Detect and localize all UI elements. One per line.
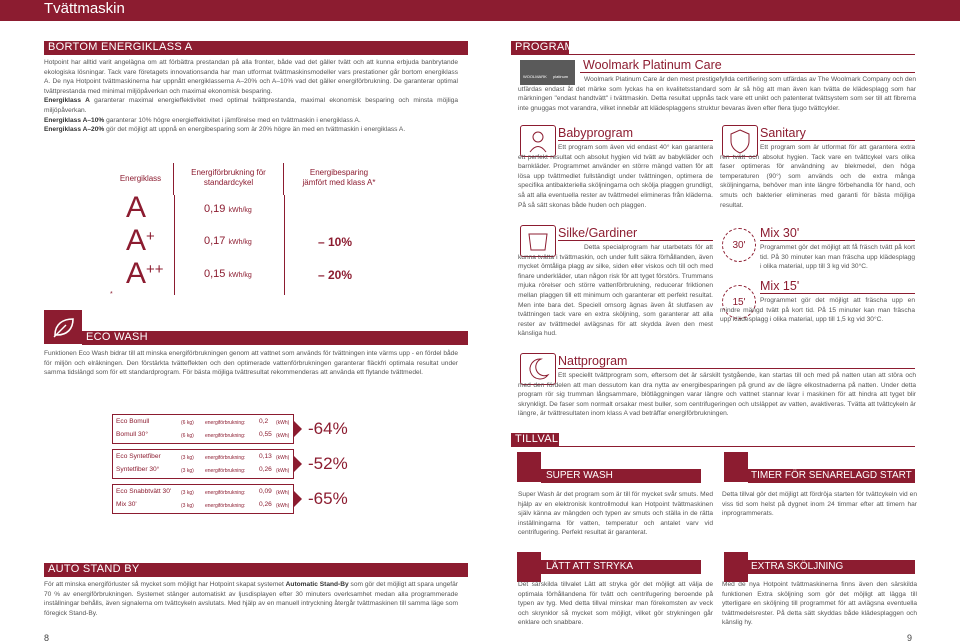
eco-unit: (kWh)	[276, 468, 290, 474]
para-a20-bold: Energiklass A–20%	[44, 126, 105, 134]
mix15-title: Mix 15'	[760, 279, 800, 293]
table-header-saving	[284, 163, 394, 195]
easy-iron-text: Det särskilda tillvalet Lätt att stryka gör det möjligt att välja de optimala förhållandena för tvätt och centrifugering beroende på typen av tyg. Med detta tillval minskar man förekomsten av veck och skrynklor så mycket som möjligt, vilket gör strykningen går enklare och snabbare.	[518, 581, 713, 627]
section-title-tillval: TILLVAL	[511, 433, 559, 446]
super-wash-title: SUPER WASH	[541, 469, 701, 483]
eco-kg: (3 kg)	[181, 455, 194, 461]
arrow-right-icon	[294, 456, 302, 472]
eco-val: 0,55	[259, 431, 272, 438]
eco-name: Syntetfiber 30°	[116, 466, 160, 473]
timer-text: Detta tillval gör det möjligt att fördröja starten för tvättcykeln vid en viss tid som helst på dygnet inom 24 timmar efter att timern har inprogrammerats.	[722, 491, 917, 518]
divider	[580, 72, 915, 73]
woolmark-badge-sub: platinum	[553, 74, 569, 79]
eco-unit: (kWh)	[276, 490, 290, 496]
eco-unit: (kWh)	[276, 420, 290, 426]
timer-15-icon: 15'	[722, 285, 756, 319]
divider	[558, 368, 915, 369]
title-bar	[0, 0, 960, 21]
eco-name: Mix 30'	[116, 501, 137, 508]
timer-title: TIMER FÖR SENARELAGD START	[748, 469, 915, 483]
woolmark-title: Woolmark Platinum Care	[583, 58, 722, 72]
eco-lbl: energiförbrukning:	[205, 490, 246, 496]
page-title: Tvättmaskin	[44, 0, 125, 17]
arrow-right-icon	[294, 491, 302, 507]
section-title-program: PROGRAM	[511, 41, 569, 54]
eco-name: Eco Syntetfiber	[116, 453, 161, 460]
eco-val: 0,09	[259, 488, 272, 495]
eco-box	[112, 484, 294, 514]
eco-val: 0,2	[259, 418, 269, 425]
kwh-a-plusplus: 0,15 kWh/kg	[204, 268, 252, 280]
woolmark-text: Woolmark Platinum Care är den mest prestigefyllda certifiering som utfärdas av The Woolmark Company och den utfärdas endast åt det märke som lyckas ha en kvalitetsstandard som är så hög att man även kan tvätta de klädesplagg som har märkningen "endast handtvätt" i tvättmaskin. Detta resultat uppnås tack vare ett unikt och patenterat tvättsystem som ser till att fibrerna inte gnuggas mot varandra, vilket innebär att klädesplaggens struktur bevaras även efter flera tjugo tvättcykler.	[518, 76, 916, 112]
auto-standby-text: För att minska energiförluster så mycket som möjligt har Hotpoint skapat systemet Automatic Stand-By som gör det möjligt att spara ungefär 70 % av energiförbrukningen. Systemet stänger automatiskt av ljusdisplayen efter 30 minuters overksamhet medan alla programmerade inställningar behålls, även signalerna om tvättcykeln avslutats. Med hjälp av en manuell intryckning återgår tvättmaskinen till samma läge som föregick Stand-By.	[44, 581, 458, 617]
class-a-plus: A+	[126, 224, 155, 257]
night-text: Ett speciellt tvättprogram som, eftersom det är särskilt tystgående, kan startas till och med på natten utan att störa och med den fördelen att man dessutom kan dra nytta av energibesparingen på grund av de lägre elkostnaderna på natten. Under detta program rör sig trumman långsammare, blötläggningen varar längre och vattnet stannar kvar i maskinen för att hindra att tyget blir skrynkligt. De faser som normalt orsakar mest buller, som centrifugeringen och utsläppet av vatten, avaktiveras. Tvätta att tvättcykeln är längre, är tvättresultaten inom klass A vad beträffar energiförbrukningen.	[518, 372, 916, 418]
eco-saving-percent: -65%	[308, 489, 348, 508]
baby-text: Ett program som även vid endast 40° kan garantera ett perfekt resultat och absolut hygien vid tvätt av babykläder och barnkläder. Programmet använder en större mängd vatten för att lösa upp tvättmedlet fullständigt under tvättningen, optimera de specifika antibakteriella sköljningarna och skölja plaggen grundligt, så att alla eventuella rester av tvättmedel elimineras från kläderna. På så sätt skonas både huden och plaggen.	[518, 144, 713, 209]
eco-unit: (kWh)	[276, 433, 290, 439]
eco-box	[112, 414, 294, 444]
timer-icon	[724, 452, 748, 482]
eco-saving-percent: -52%	[308, 454, 348, 473]
para-a-text: garanterar maximal energieffektivitet med optimal tvättprestanda, maximal ekonomisk besparing och minsta möjliga miljöpåverkan.	[44, 97, 458, 114]
para-a20-text: gör det möjligt att uppnå en energibesparing som är 20% högre än med en tvättmaskin i energiklass A.	[104, 126, 406, 134]
divider	[511, 54, 915, 55]
para-a-bold: Energiklass A	[44, 97, 90, 105]
intro-text: Hotpoint har alltid varit angelägna om att förbättra prestandan på alla fronter, både vad det gäller tvätt och att kunna erbjuda banbrytande ekologiska lösningar. Tack vare företagets innovationsanda har man utformat tvättmaskinsmodeller vars prestationer går bortom energiklass A. De nya Hotpoint tvättmaskinerna har uppnått energiklasserna A–20% och A–10% vad det gäller energiförbrukning. De garanterar optimal tvättprestanda med minimal miljöpåverkan och maximal ekonomisk besparing.	[44, 59, 458, 95]
easy-iron-title: LÄTT ATT STRYKA	[541, 560, 701, 574]
arrow-right-icon	[294, 421, 302, 437]
sanitary-text: Ett program som är utformat för att garantera extra ren tvätt och absolut hygien. Tack vare en tvättcykel vars olika faser optimeras för användning av blekmedel, den höga temperaturen (90°) som används och de extra många sköljningarna, behöver man inte längre förbehandla för hand, och smuts och bakterier elimineras med garanti för bästa möjliga resultat.	[720, 144, 915, 209]
divider	[174, 195, 175, 295]
extra-rinse-text: Med de nya Hotpoint tvättmaskinerna finns även den särskilda funktionen Extra sköljning som gör det möjligt att lägga till ytterligare en sköljning till programmet för att avlägsna eventuella tvättmedelsrester. På detta sätt skyddas både klädesplaggen och känslig hy.	[722, 581, 917, 627]
saving-a-plus: – 10%	[318, 235, 353, 249]
baby-title: Babyprogram	[558, 126, 634, 140]
para-a10-bold: Energiklass A–10%	[44, 116, 105, 124]
eco-kg: (6 kg)	[181, 420, 194, 426]
eco-kg: (3 kg)	[181, 503, 194, 509]
eco-saving-percent: -64%	[308, 419, 348, 438]
mix30-title: Mix 30'	[760, 226, 800, 240]
para-a10-text: garanterar 10% högre energieffektivitet i jämförelse med en tvättmaskin i energiklass A.	[104, 116, 361, 124]
rinse-icon	[724, 552, 748, 582]
night-title: Nattprogram	[558, 354, 628, 368]
divider	[760, 140, 915, 141]
divider	[760, 240, 915, 241]
eco-lbl: energiförbrukning:	[205, 455, 246, 461]
eco-name: Eco Bomull	[116, 418, 150, 425]
page-number-left: 8	[44, 633, 50, 643]
woolmark-badge-text: WOOLMARK	[523, 74, 547, 79]
page-number-right: 9	[907, 633, 913, 643]
leaf-icon	[44, 310, 82, 344]
eco-kg: (3 kg)	[181, 490, 194, 496]
super-wash-icon	[517, 452, 541, 482]
table-footnote: *	[110, 291, 113, 298]
eco-kg: (3 kg)	[181, 468, 194, 474]
divider	[760, 293, 915, 294]
eco-lbl: energiförbrukning:	[205, 420, 246, 426]
iron-icon	[517, 552, 541, 582]
eco-val: 0,26	[259, 466, 272, 473]
divider	[284, 195, 285, 295]
divider	[44, 54, 468, 55]
super-wash-text: Super Wash är det program som är till för mycket svår smuts. Med hjälp av en elektronisk kontrollmodul kan Hotpoint tvättmaskinen själv känna av mängden och typen av smuts och ställa in de rätta inställningarna för vatten, temperatur och antalet varv vid centrifugering. Perfekt resultat är garanterat.	[518, 491, 713, 537]
divider	[558, 240, 713, 241]
eco-wash-text: Funktionen Eco Wash bidrar till att minska energiförbrukningen genom att vattnet som används för tvättningen inte värms upp - en fördel både för miljön och elräkningen. Den förstärkta tvätteffekten och den optimerade vattenförbrukningen garanterar fläckfri optimala resultat under samma tidslängd som för ett standardprogram. För bästa möjliga tvättresultat rekommenderas att använda ett flytande tvättmedel.	[44, 350, 458, 377]
eco-lbl: energiförbrukning:	[205, 433, 246, 439]
sanitary-title: Sanitary	[760, 126, 806, 140]
divider	[511, 446, 915, 447]
eco-kg: (6 kg)	[181, 433, 194, 439]
class-a-plusplus: A++	[126, 257, 164, 290]
section-title-eco-wash: ECO WASH	[82, 331, 468, 344]
energy-table	[108, 163, 408, 299]
kwh-a-plus: 0,17 kWh/kg	[204, 235, 252, 247]
intro-paragraph	[44, 58, 458, 135]
timer-30-icon: 30'	[722, 228, 756, 262]
divider	[82, 344, 468, 345]
silk-title: Silke/Gardiner	[558, 226, 638, 240]
table-header-consumption	[174, 163, 284, 195]
class-a: A	[126, 191, 147, 224]
section-title-energy: BORTOM ENERGIKLASS A	[44, 41, 468, 54]
eco-val: 0,26	[259, 501, 272, 508]
eco-unit: (kWh)	[276, 503, 290, 509]
eco-unit: (kWh)	[276, 455, 290, 461]
mix30-text: Programmet gör det möjligt att få fräsch tvätt på kort tid. På 30 minuter kan man fräscha upp klädesplagg i olika material, upp till 3 kg vid 30°C.	[760, 244, 915, 271]
divider	[558, 140, 713, 141]
eco-lbl: energiförbrukning:	[205, 468, 246, 474]
silk-text: Detta specialprogram har utarbetats för att kunna tvätta i tvättmaskin, och under fullt säkra förhållanden, även mycket ömtåliga plagg av silke, siden eller viskos och till och med finare underkläder, utan någon risk för att tyget förstörs. Trummans mjuka rörelser och större vattenförbrukning, reducerar friktionen mellan plaggen till ett minimum och garanterar ett perfekt resultat. Men inte bara det. Speciell omsorg ägnas även åt slutfasen av tvättningen tack vare en extra sköljning, som garanterar att alla rester av tvättmedel avlägsnas för att skydda även den mest känsliga hud.	[518, 244, 713, 338]
extra-rinse-title: EXTRA SKÖLJNING	[748, 560, 915, 574]
header-consumption: Energiförbrukning för standardcykel	[191, 168, 266, 187]
mix15-text: Programmet gör det möjligt att fräscha upp en mindre mängd tvätt på kort tid. På 15 minuter kan man fräscha upp klädesplagg i olika material, upp till 1,5 kg vid 30°C.	[720, 297, 915, 324]
kwh-a: 0,19 kWh/kg	[204, 203, 252, 215]
divider	[44, 576, 468, 577]
saving-a-plusplus: – 20%	[318, 268, 353, 282]
eco-name: Eco Snabbtvätt 30'	[116, 488, 172, 495]
header-energiklass: Energiklass	[119, 174, 162, 183]
eco-lbl: energiförbrukning:	[205, 503, 246, 509]
eco-val: 0,13	[259, 453, 272, 460]
eco-name: Bomull 30°	[116, 431, 148, 438]
header-saving: Energibesparing jämfört med klass A*	[302, 168, 376, 187]
section-title-auto-standby: AUTO STAND BY	[44, 563, 468, 576]
eco-box	[112, 449, 294, 479]
